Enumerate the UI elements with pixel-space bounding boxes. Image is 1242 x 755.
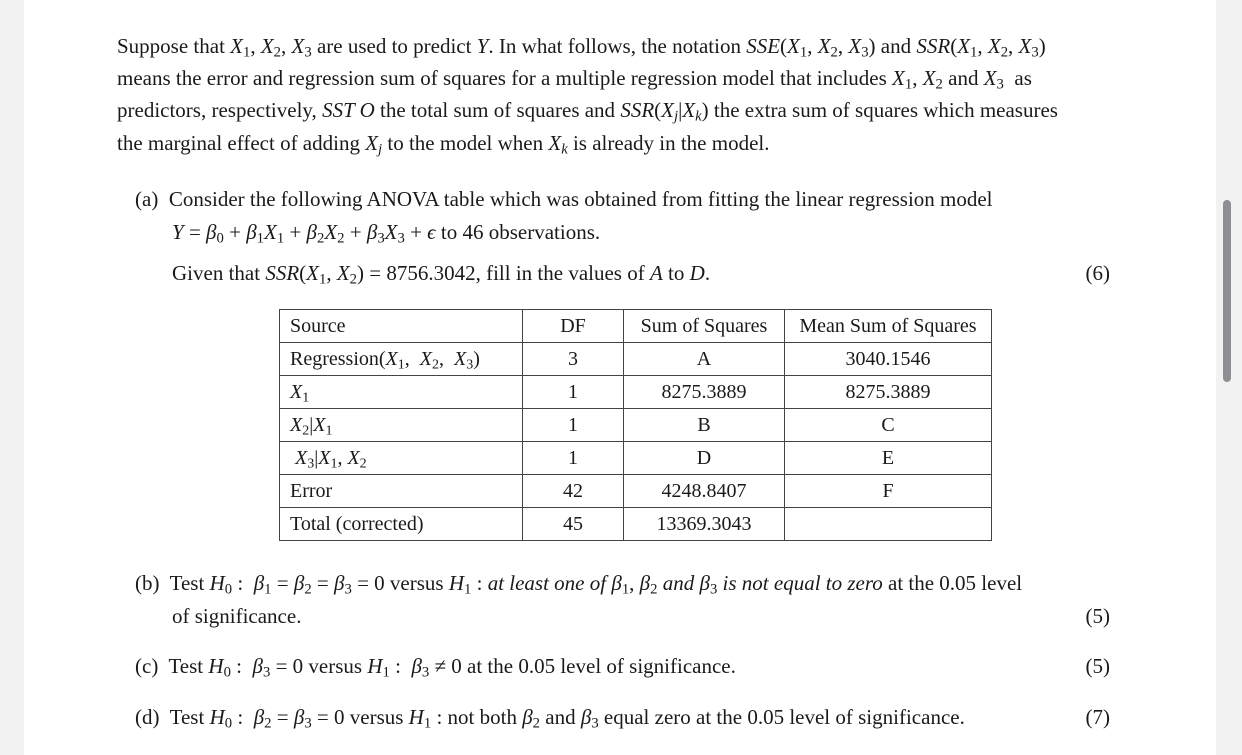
ms-cell: F <box>785 475 992 508</box>
source-x3-given-x1x2: $X_3|X_1$, $X_2$ <box>280 442 523 475</box>
df-cell: 3 <box>523 343 624 376</box>
df-cell: 1 <box>523 376 624 409</box>
part-a-line-1: (a) Consider the following ANOVA table which was obtained from fitting the linear regression model <box>135 187 993 211</box>
source-x2-given-x1: $X_2|X_1$ <box>280 409 523 442</box>
ss-cell: 13369.3043 <box>624 508 785 541</box>
table-row-x1 <box>280 376 992 409</box>
header-df: DF <box>523 310 624 343</box>
part-b-line-2: of significance. <box>172 604 302 628</box>
ss-cell: 8275.3889 <box>624 376 785 409</box>
table-row-x3-given-x1x2 <box>280 442 992 475</box>
source-total: Total (corrected) <box>280 508 523 541</box>
df-cell: 45 <box>523 508 624 541</box>
ms-cell: 8275.3889 <box>785 376 992 409</box>
ms-cell: 3040.1546 <box>785 343 992 376</box>
part-a-points: (6) <box>1085 261 1110 285</box>
ms-cell: C <box>785 409 992 442</box>
anova-table <box>279 309 992 541</box>
header-ms: Mean Sum of Squares <box>785 310 992 343</box>
table-row-regression <box>280 343 992 376</box>
intro-line-3: predictors, respectively, SST O the total sum of squares and $SSR(X_j|X_k)$ the extra sum of squares which measures <box>117 98 1058 125</box>
header-source: Source <box>280 310 523 343</box>
part-a-model: $Y = \beta_0 + \beta_1X_1 + \beta_2X_2 + \beta_3X_3 + \epsilon$ to 46 observations. <box>172 220 601 247</box>
table-row-x2-given-x1 <box>280 409 992 442</box>
ss-cell: A <box>624 343 785 376</box>
part-a-given: Given that $SSR(X_1$, $X_2) = 8756.3042$, fill in the values of A to D. <box>172 261 711 288</box>
table-row-error <box>280 475 992 508</box>
part-c-line: (c) Test $H_0$ : $\beta_3 = 0$ versus $H_1$ : $\beta_3 \ne 0$ at the 0.05 level of significance. <box>135 654 736 681</box>
ss-cell: D <box>624 442 785 475</box>
intro-line-2: means the error and regression sum of squares for a multiple regression model that includes $X_1$, $X_2$ and $X_3$ as <box>117 66 1032 93</box>
df-cell: 42 <box>523 475 624 508</box>
intro-line-1: Suppose that $X_1$, $X_2$, $X_3$ are used to predict Y. In what follows, the notation $SSE(X_1$, $X_2$, $X_3$) and $SSR(X_1$, $X_2$, $X_3$) <box>117 34 1046 61</box>
vertical-scrollbar[interactable] <box>1223 200 1231 382</box>
header-ss: Sum of Squares <box>624 310 785 343</box>
part-d-line: (d) Test $H_0$ : $\beta_2 = \beta_3 = 0$ versus $H_1$ : not both $\beta_2$ and $\beta_3$ equal zero at the 0.05 level of significance. <box>135 705 965 732</box>
problem-content <box>24 0 1216 755</box>
df-cell: 1 <box>523 409 624 442</box>
ms-cell: E <box>785 442 992 475</box>
part-b-line-1: (b) Test $H_0$ : $\beta_1 = \beta_2 = \beta_3 = 0$ versus $H_1$ : at least one of $\beta_1$, $\beta_2$ and $\beta_3$ is not equal to zero at the 0.05 level <box>135 571 1023 598</box>
table-header-row <box>280 310 992 343</box>
df-cell: 1 <box>523 442 624 475</box>
source-regression: $Regression(X_1$, $X_2$, $X_3$) <box>280 343 523 376</box>
part-c-points: (5) <box>1085 654 1110 678</box>
ss-cell: B <box>624 409 785 442</box>
source-x1: $X_1$ <box>280 376 523 409</box>
document-page <box>24 0 1216 755</box>
part-d-points: (7) <box>1085 705 1110 729</box>
table-row-total <box>280 508 992 541</box>
source-error: Error <box>280 475 523 508</box>
part-b-points: (5) <box>1085 604 1110 628</box>
ss-cell: 4248.8407 <box>624 475 785 508</box>
intro-line-4: the marginal effect of adding $X_j$ to the model when $X_k$ is already in the model. <box>117 131 770 158</box>
ms-cell <box>785 508 992 541</box>
